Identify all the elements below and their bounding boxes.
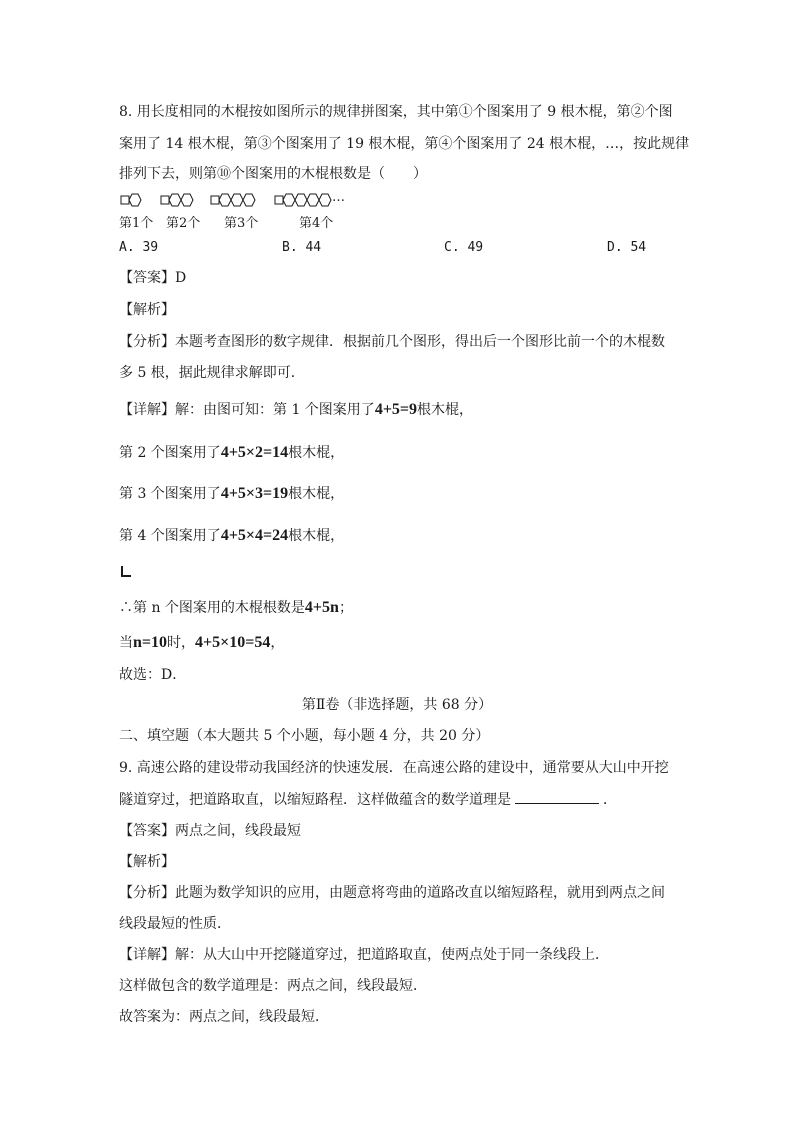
q9-answer: 【答案】两点之间，线段最短 (119, 823, 301, 839)
q8-stem-line-3: 排列下去，则第⑩个图案用的木棍根数是（ ） (119, 166, 427, 182)
pattern-3-hex-1 (219, 194, 231, 206)
q8-detail-line-2 (119, 443, 344, 463)
q8-conclusion: 故选：D． (119, 667, 187, 683)
pattern-2-square (161, 196, 169, 204)
detail-1-suffix: 根木棍， (417, 402, 474, 418)
pattern-1-square (121, 196, 129, 204)
pattern-4-hex-4 (319, 194, 331, 206)
figure-label-4: 第4个 (299, 216, 334, 231)
detail-4-suffix: 根木棍， (288, 528, 345, 544)
q8-analysis-title: 【解析】 (119, 302, 175, 318)
detail-6-formula-n: n=10 (133, 634, 168, 651)
detail-6-suffix: ， (270, 635, 285, 651)
q9-fenxi-line-2: 线段最短的性质． (119, 916, 231, 932)
q8-detail-line-3 (119, 484, 344, 504)
option-b: B. 44 (282, 240, 322, 255)
q8-detail-line-6 (119, 633, 284, 653)
detail-2-formula: 4+5×2=14 (220, 444, 289, 461)
volume-title: 第Ⅱ卷（非选择题，共 68 分） (301, 697, 493, 713)
detail-4-formula: 4+5×4=24 (220, 527, 289, 544)
q9-detail-line-2: 这样做包含的数学道理是：两点之间，线段最短． (119, 978, 427, 994)
q8-stem-line-2: 案用了 14 根木棍，第③个图案用了 19 根木棍，第④个图案用了 24 根木棍，…，按此规律 (119, 136, 690, 152)
detail-6-prefix: 当 (119, 635, 133, 651)
q9-analysis-title: 【解析】 (119, 854, 175, 870)
pattern-4-hex-2 (295, 194, 307, 206)
detail-3-prefix: 第 3 个图案用了 (119, 486, 221, 502)
detail-1-formula: 4+5=9 (374, 401, 418, 418)
pattern-2-hex-2 (181, 194, 193, 206)
option-a: A. 39 (119, 240, 159, 255)
detail-2-prefix: 第 2 个图案用了 (119, 445, 221, 461)
q8-fenxi-line-2: 多 5 根，据此规律求解即可． (119, 365, 305, 381)
q8-detail-line-1 (119, 400, 473, 420)
option-c: C. 49 (444, 240, 484, 255)
answer-blank[interactable] (515, 789, 599, 804)
figure-label-3: 第3个 (224, 216, 259, 231)
detail-6-mid: 时， (167, 635, 196, 651)
q9-fenxi-line-1: 【分析】此题为数学知识的应用，由题意将弯曲的道路改直以缩短路程，就用到两点之间 (119, 885, 665, 901)
q9-stem-line-2 (119, 789, 617, 810)
q8-detail-line-5 (119, 598, 353, 618)
option-d: D. 54 (607, 240, 647, 255)
q9-stem-line-1: 9. 高速公路的建设带动我国经济的快速发展．在高速公路的建设中，通常要从大山中开挖 (119, 760, 669, 776)
detail-4-prefix: 第 4 个图案用了 (119, 528, 221, 544)
q8-answer: 【答案】D (119, 270, 187, 286)
q9-detail-line-3: 故答案为：两点之间，线段最短． (119, 1009, 329, 1025)
pattern-3-square (211, 196, 219, 204)
figure-ellipsis: … (332, 190, 345, 205)
q8-stem-line-1: 8. 用长度相同的木棍按如图所示的规律拼图案，其中第①个图案用了 9 根木棍，第②个图 (119, 104, 673, 120)
broken-formula-glyph (119, 564, 133, 578)
q9-detail-line-1: 【详解】解：从大山中开挖隧道穿过，把道路取直，使两点处于同一条线段上． (119, 947, 609, 963)
detail-5-suffix: ； (338, 600, 353, 616)
detail-2-suffix: 根木棍， (288, 445, 345, 461)
section-heading: 二、填空题（本大题共 5 个小题，每小题 4 分，共 20 分） (119, 728, 490, 744)
q8-hexagon-figure (119, 188, 379, 232)
pattern-1-hex-1 (129, 194, 141, 206)
figure-label-1: 第1个 (119, 216, 154, 231)
q8-fenxi-line-1: 【分析】本题考查图形的数字规律．根据前几个图形，得出后一个图形比前一个的木棍数 (119, 334, 665, 350)
detail-1-prefix: 【详解】解：由图可知：第 1 个图案用了 (119, 402, 375, 418)
pattern-4-hex-1 (283, 194, 295, 206)
detail-3-suffix: 根木棍， (288, 486, 345, 502)
figure-label-2: 第2个 (166, 216, 201, 231)
pattern-3-hex-3 (243, 194, 255, 206)
pattern-4-hex-3 (307, 194, 319, 206)
q9-stem-line-2-end: ． (603, 792, 617, 808)
q9-stem-line-2-text: 隧道穿过，把道路取直，以缩短路程．这样做蕴含的数学道理是 (119, 792, 511, 808)
detail-3-formula: 4+5×3=19 (220, 485, 289, 502)
pattern-3-hex-2 (231, 194, 243, 206)
detail-6-formula-result: 4+5×10=54 (195, 634, 271, 651)
detail-5-formula: 4+5n (304, 599, 339, 616)
q8-detail-line-4 (119, 526, 344, 546)
detail-5-prefix: ∴第 n 个图案用的木棍根数是 (119, 600, 305, 616)
pattern-4-square (275, 196, 283, 204)
pattern-2-hex-1 (169, 194, 181, 206)
